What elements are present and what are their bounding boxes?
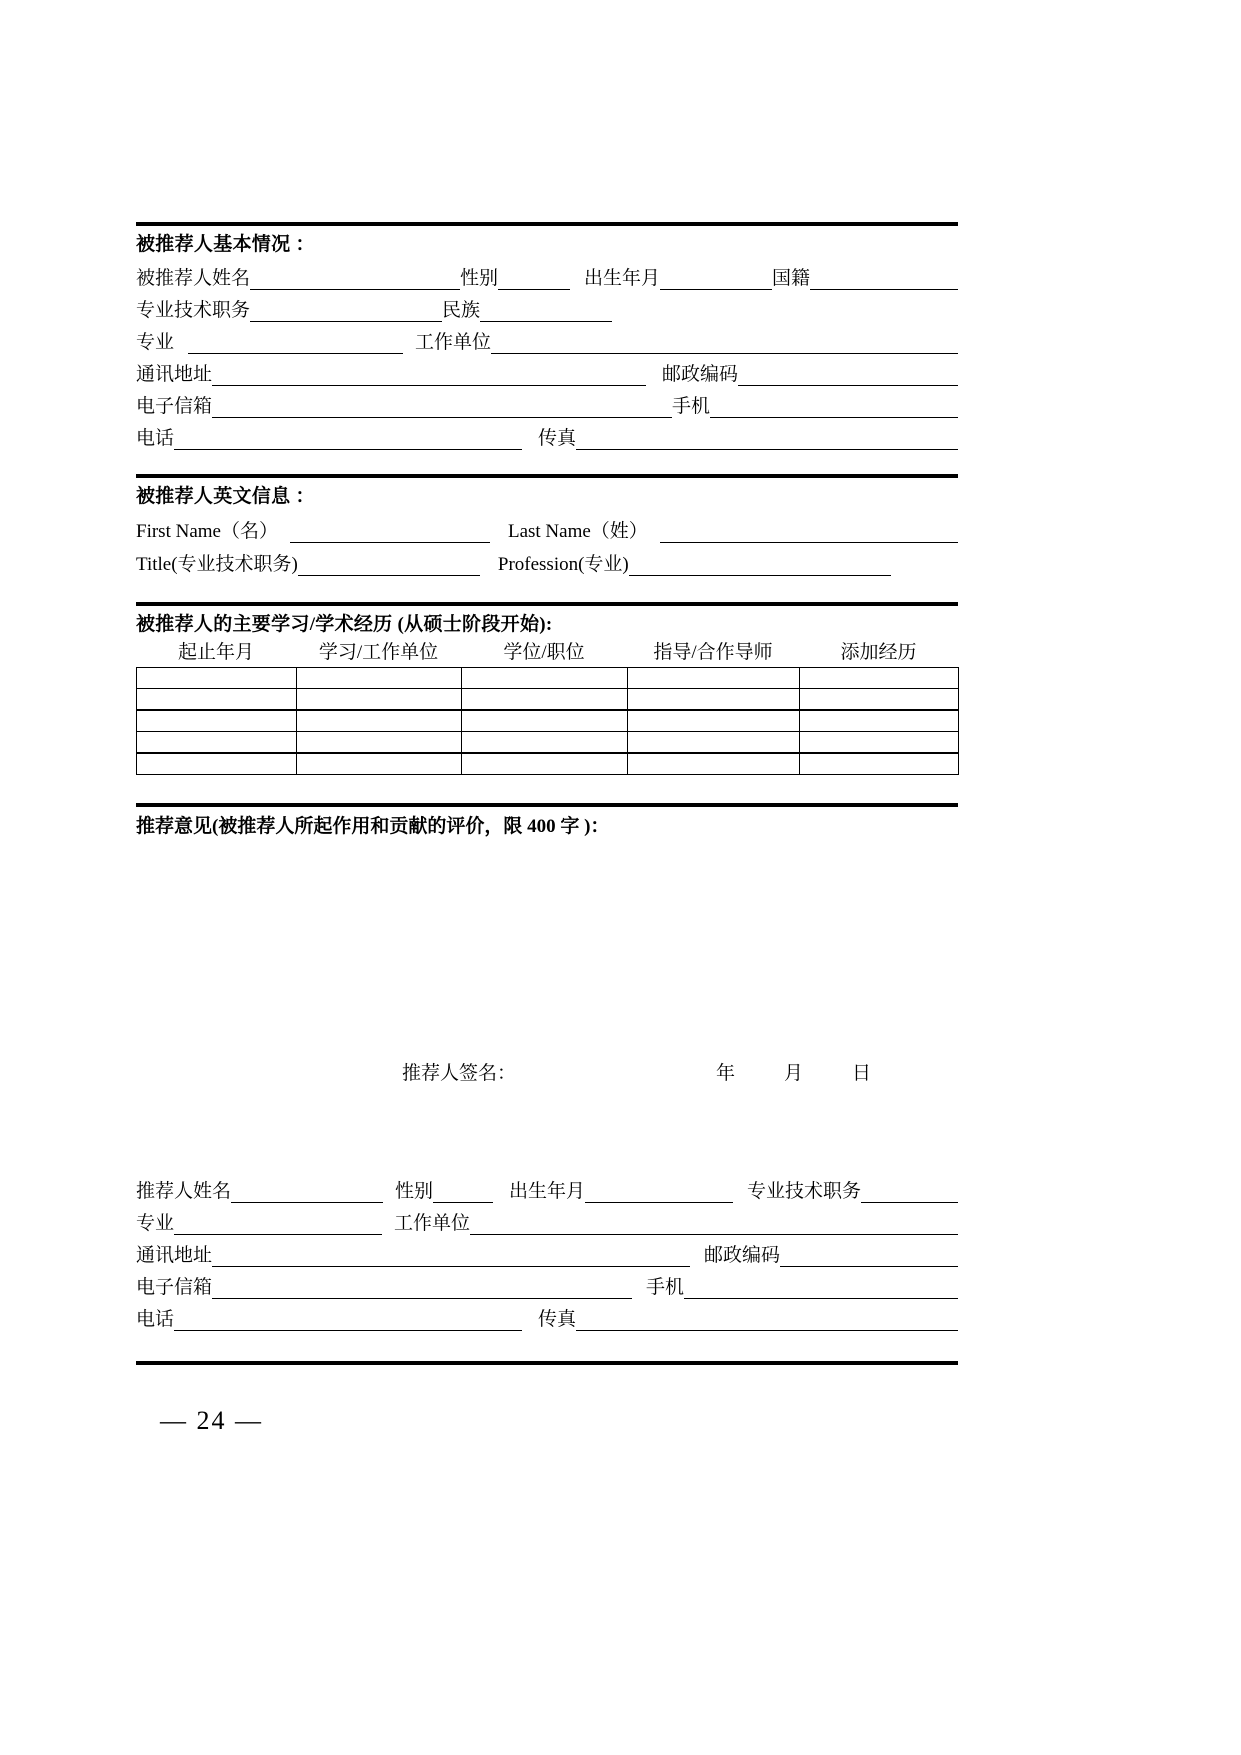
field-label: 被推荐人姓名 bbox=[136, 268, 251, 289]
field-input-recommendee-name[interactable] bbox=[250, 269, 460, 290]
field-input-recommender-email[interactable] bbox=[212, 1278, 632, 1299]
field-label: 传真 bbox=[538, 428, 577, 449]
basic-info-title: 被推荐人基本情况 ： bbox=[136, 234, 315, 255]
table-cell[interactable] bbox=[462, 668, 628, 689]
table-cell[interactable] bbox=[800, 710, 959, 732]
form-row bbox=[136, 354, 958, 386]
field-input-recommender-technical-title[interactable] bbox=[861, 1182, 958, 1203]
experience-table bbox=[136, 667, 959, 775]
field-label: 通讯地址 bbox=[136, 364, 213, 385]
date-day-label: 日 bbox=[852, 1063, 872, 1084]
opinion-textarea[interactable] bbox=[136, 836, 958, 1064]
table-cell[interactable] bbox=[137, 732, 297, 754]
experience-title: 被推荐人的主要学习/学术经历 (从硕士阶段开始): bbox=[136, 614, 553, 635]
table-row bbox=[137, 732, 959, 754]
table-cell[interactable] bbox=[628, 710, 800, 732]
table-cell[interactable] bbox=[628, 753, 800, 775]
form-content bbox=[136, 222, 958, 1365]
form-row bbox=[136, 290, 958, 322]
field-label: 电子信箱 bbox=[136, 1277, 213, 1298]
table-cell[interactable] bbox=[462, 689, 628, 711]
column-header-add: 添加经历 bbox=[840, 642, 917, 663]
column-header-institution: 学习/工作单位 bbox=[318, 642, 439, 663]
date-month-label: 月 bbox=[784, 1063, 804, 1084]
field-input-recommender-gender[interactable] bbox=[433, 1182, 493, 1203]
signature-row bbox=[136, 1064, 958, 1083]
field-input-recommender-address[interactable] bbox=[212, 1246, 690, 1267]
column-header-advisor: 指导/合作导师 bbox=[653, 642, 773, 663]
table-cell[interactable] bbox=[462, 753, 628, 775]
field-input-ethnicity[interactable] bbox=[480, 301, 612, 322]
field-input-mobile[interactable] bbox=[710, 397, 958, 418]
field-label: 电话 bbox=[136, 428, 175, 449]
field-input-recommender-mobile[interactable] bbox=[684, 1278, 958, 1299]
table-cell[interactable] bbox=[137, 710, 297, 732]
field-label: 性别 bbox=[395, 1181, 434, 1202]
field-input-major[interactable] bbox=[188, 333, 403, 354]
table-cell[interactable] bbox=[800, 689, 959, 711]
table-cell[interactable] bbox=[628, 689, 800, 711]
page-number: — 24 — bbox=[160, 1406, 263, 1435]
field-input-gender[interactable] bbox=[498, 269, 570, 290]
form-row bbox=[136, 258, 958, 290]
form-row bbox=[136, 1267, 958, 1299]
field-label: 邮政编码 bbox=[662, 364, 739, 385]
field-label: Title(专业技术职务) bbox=[136, 554, 298, 575]
field-label: Profession(专业) bbox=[497, 554, 629, 575]
field-input-recommender-phone[interactable] bbox=[174, 1310, 522, 1331]
field-input-nationality[interactable] bbox=[810, 269, 958, 290]
field-label: 手机 bbox=[672, 396, 711, 417]
table-cell[interactable] bbox=[462, 732, 628, 754]
form-row bbox=[136, 543, 958, 576]
english-info-title: 被推荐人英文信息 ： bbox=[136, 486, 315, 507]
form-row bbox=[136, 510, 958, 543]
field-input-recommender-postcode[interactable] bbox=[780, 1246, 958, 1267]
field-label: 出生年月 bbox=[509, 1181, 586, 1202]
field-input-recommender-birthdate[interactable] bbox=[585, 1182, 733, 1203]
table-cell[interactable] bbox=[297, 710, 462, 732]
field-label: 民族 bbox=[442, 300, 481, 321]
table-cell[interactable] bbox=[462, 710, 628, 732]
table-cell[interactable] bbox=[800, 753, 959, 775]
field-label: 通讯地址 bbox=[136, 1245, 213, 1266]
form-row bbox=[136, 1171, 958, 1203]
field-input-recommender-name[interactable] bbox=[231, 1182, 383, 1203]
table-cell[interactable] bbox=[137, 689, 297, 711]
table-cell[interactable] bbox=[137, 668, 297, 689]
field-label: 手机 bbox=[646, 1277, 685, 1298]
table-cell[interactable] bbox=[297, 689, 462, 711]
section-divider-bottom bbox=[136, 1361, 958, 1365]
field-label: 专业 bbox=[136, 1213, 175, 1234]
form-row bbox=[136, 386, 958, 418]
field-label: 性别 bbox=[460, 268, 499, 289]
field-input-first-name[interactable] bbox=[290, 522, 490, 543]
table-cell[interactable] bbox=[800, 732, 959, 754]
field-input-phone[interactable] bbox=[174, 429, 522, 450]
field-input-birthdate[interactable] bbox=[660, 269, 772, 290]
field-label: 出生年月 bbox=[584, 268, 661, 289]
field-label: 邮政编码 bbox=[704, 1245, 781, 1266]
english-info-rows bbox=[136, 510, 958, 576]
form-row bbox=[136, 418, 958, 450]
column-header-period: 起止年月 bbox=[177, 642, 254, 663]
field-input-work-unit[interactable] bbox=[491, 333, 958, 354]
table-cell[interactable] bbox=[800, 668, 959, 689]
table-row bbox=[137, 689, 959, 711]
field-label: 工作单位 bbox=[394, 1213, 471, 1234]
field-label: 专业技术职务 bbox=[136, 300, 251, 321]
field-label: 专业技术职务 bbox=[747, 1181, 862, 1202]
field-input-technical-title[interactable] bbox=[250, 301, 442, 322]
table-cell[interactable] bbox=[297, 668, 462, 689]
field-input-recommender-major[interactable] bbox=[174, 1214, 382, 1235]
date-year-label: 年 bbox=[716, 1063, 736, 1084]
field-label: 专业 bbox=[136, 332, 175, 353]
table-row bbox=[137, 753, 959, 775]
field-input-profession-en[interactable] bbox=[629, 555, 891, 576]
form-row bbox=[136, 1299, 958, 1331]
table-cell[interactable] bbox=[628, 668, 800, 689]
form-row bbox=[136, 1235, 958, 1267]
field-label: 电子信箱 bbox=[136, 396, 213, 417]
field-input-postcode[interactable] bbox=[738, 365, 958, 386]
field-label: 推荐人姓名 bbox=[136, 1181, 232, 1202]
field-label: 电话 bbox=[136, 1309, 175, 1330]
table-row bbox=[137, 668, 959, 689]
field-label: 工作单位 bbox=[415, 332, 492, 353]
field-input-recommender-fax[interactable] bbox=[576, 1310, 958, 1331]
table-cell[interactable] bbox=[297, 732, 462, 754]
form-row bbox=[136, 322, 958, 354]
signature-label: 推荐人签名： bbox=[402, 1063, 517, 1084]
field-input-title-en[interactable] bbox=[298, 555, 480, 576]
table-cell[interactable] bbox=[137, 753, 297, 775]
table-cell[interactable] bbox=[628, 732, 800, 754]
field-input-fax[interactable] bbox=[576, 429, 958, 450]
table-cell[interactable] bbox=[297, 753, 462, 775]
column-header-degree: 学位/职位 bbox=[503, 642, 585, 663]
form-row bbox=[136, 1203, 958, 1235]
field-input-email[interactable] bbox=[212, 397, 672, 418]
opinion-title: 推荐意见(被推荐人所起作用和贡献的评价，限 400 字 )： bbox=[136, 816, 610, 837]
field-label: 传真 bbox=[538, 1309, 577, 1330]
experience-table-header bbox=[136, 638, 958, 667]
field-label: First Name（名） bbox=[136, 521, 278, 542]
field-label: Last Name（姓） bbox=[507, 521, 648, 542]
field-input-address[interactable] bbox=[212, 365, 646, 386]
field-input-recommender-work-unit[interactable] bbox=[470, 1214, 958, 1235]
recommender-info-rows bbox=[136, 1171, 958, 1331]
field-input-last-name[interactable] bbox=[660, 522, 958, 543]
field-label: 国籍 bbox=[772, 268, 811, 289]
table-row bbox=[137, 710, 959, 732]
basic-info-rows bbox=[136, 258, 958, 450]
signature-date bbox=[716, 1064, 882, 1083]
